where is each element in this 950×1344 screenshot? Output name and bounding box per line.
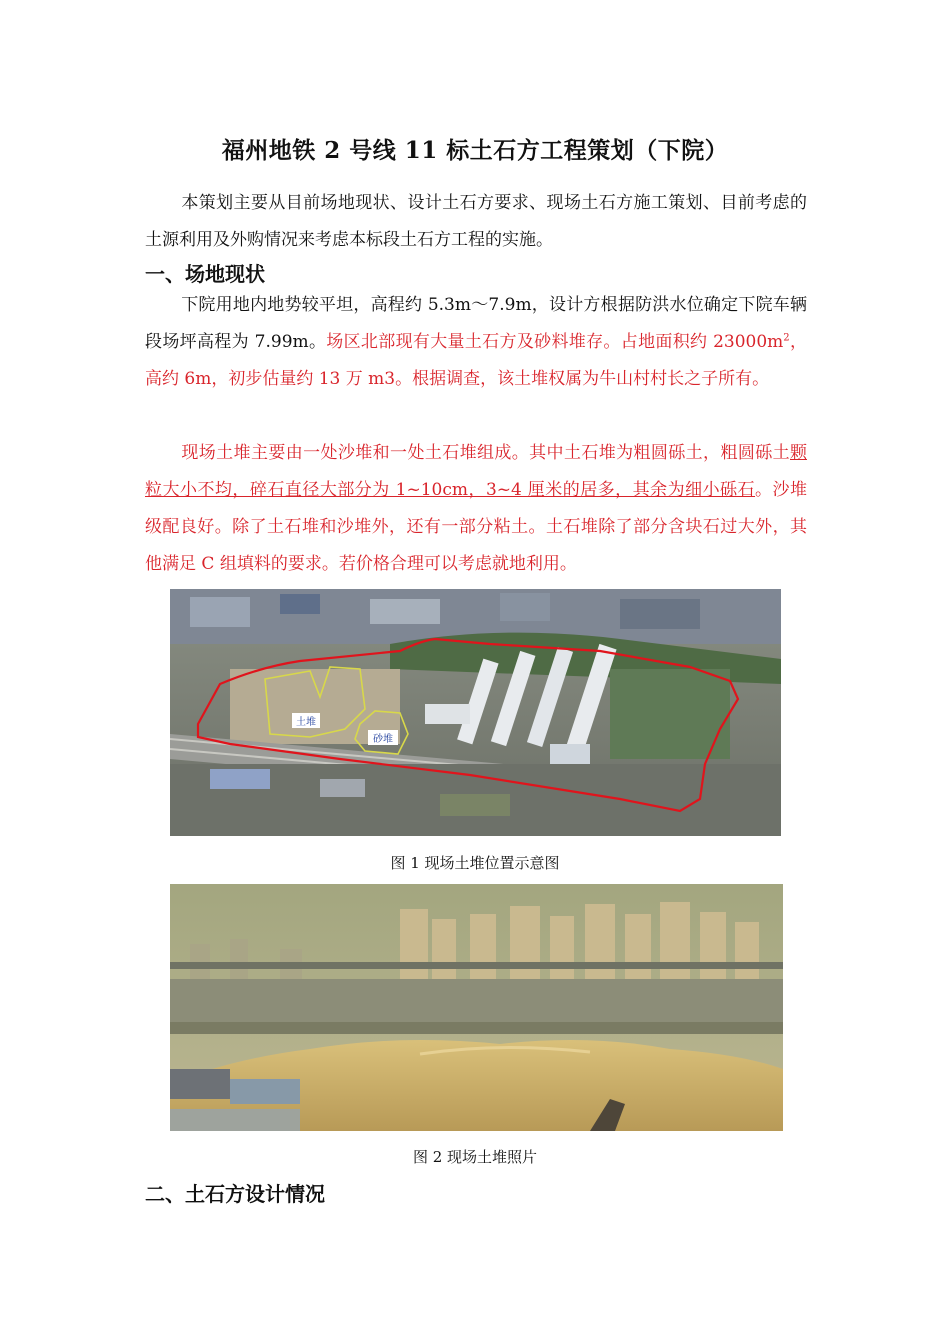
p2-text-a: 现场土堆主要由一处沙堆和一处土石堆组成。其中土石堆为粗圆砾土，粗圆砾土	[181, 443, 790, 463]
photo-town	[170, 979, 783, 1024]
p2-text-b: 。沙堆级配良好。除了土石堆和沙堆外，还有一部分粘土。土石堆除了部分含块石过大外，其他满足 C 组填料的要求。若价格合理可以考虑就地利用。	[145, 480, 807, 574]
shadui-label: 砂堆	[373, 734, 393, 745]
figure1-aerial-map	[170, 589, 781, 836]
photo-viaduct	[170, 962, 783, 969]
p1-red-text-a: 场区北部现有大量土石方及砂料堆存。占地面积约 23000m	[326, 332, 784, 352]
p1-red-text-b: ，高约 6m，初步估量约 13 万 m3。根据调查，该土堆权属为牛山村村长之子所有。	[145, 332, 807, 389]
document-title: 福州地铁 2 号线 11 标土石方工程策划（下院）	[221, 137, 729, 164]
section1-heading: 一、场地现状	[145, 262, 265, 286]
figure1-caption: 图 1 现场土堆位置示意图	[390, 854, 560, 872]
p2-underlined-text: 颗粒大小不均，碎石直径大部分为 1~10cm，3~4 厘米的居多，其余为细小砾石	[145, 443, 807, 500]
p1-normal-text: 下院用地内地势较平坦，高程约 5.3m～7.9m，设计方根据防洪水位确定下院车辆段场坪高程为 7.99m。	[145, 295, 807, 352]
section1-paragraph2	[145, 435, 807, 583]
intro-paragraph	[145, 185, 807, 259]
figure2-caption: 图 2 现场土堆照片	[412, 1148, 538, 1166]
tudui-label: 土堆	[296, 717, 316, 728]
section1-paragraph1	[145, 287, 807, 398]
section2-heading: 二、土石方设计情况	[145, 1182, 325, 1206]
intro-text: 本策划主要从目前场地现状、设计土石方要求、现场土石方施工策划、目前考虑的土源利用及外购情况来考虑本标段土石方工程的实施。	[145, 193, 807, 250]
figure2-site-photo	[170, 884, 783, 1131]
p1-superscript: 2	[783, 332, 790, 344]
